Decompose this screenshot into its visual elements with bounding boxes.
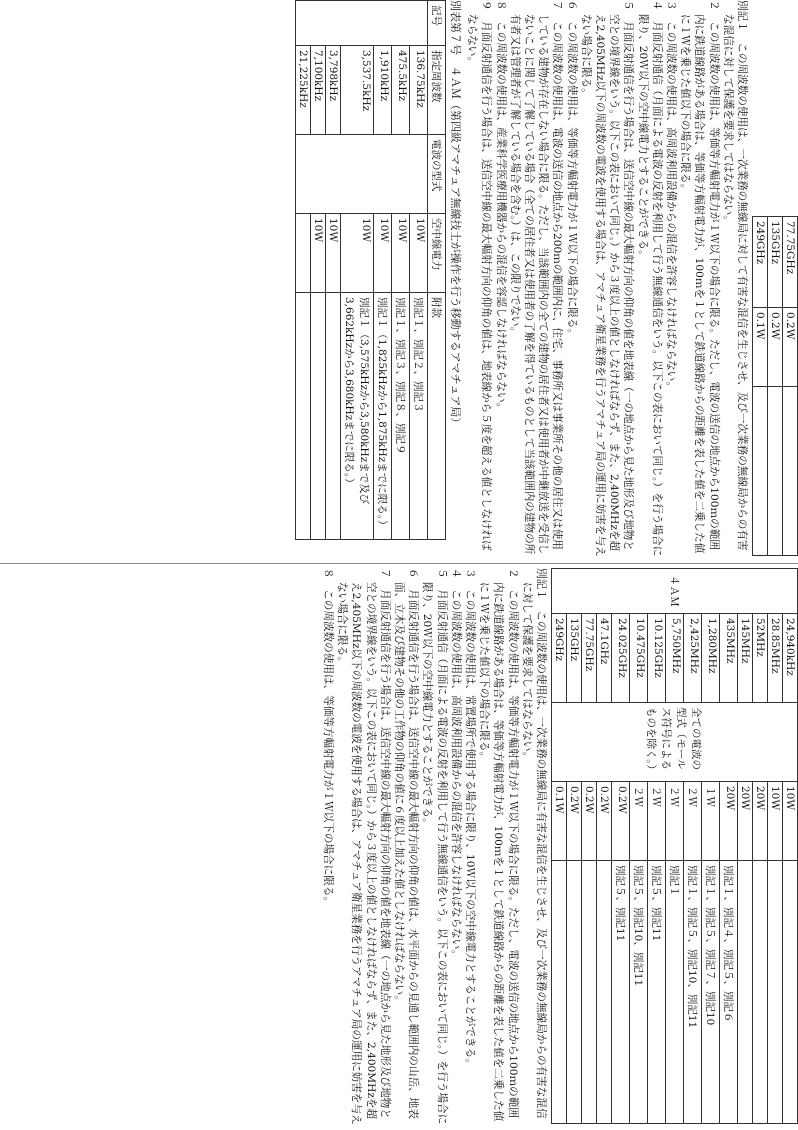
header-emission-type: 電波の型式 [427, 135, 445, 214]
table-row [666, 569, 684, 1124]
notes-cell [768, 861, 783, 1124]
frequency-cell: 3,537.5kHz [340, 46, 373, 135]
frequency-cell: 145MHz [738, 614, 753, 703]
notes-cell: 別記１（3,575kHzから3,580kHzまで及び3,662kHzから3,680kHzまでに限る。） [340, 293, 373, 540]
lower-notes [321, 568, 548, 1126]
note-item: 別記１ この周波数の使用は、一次業務の無線局に有害な混信を生じさせ、及び一次業務の無線局からの有害な混信に対して保護を要求してはならない。 [520, 568, 547, 1119]
note-item: ４ 月面反射通信（月面による電波の反射を利用して行う無線通信をいう。以下この表において同じ。）を行う場合に限り、20Ｗ以下の空中線電力とすることができる。 [636, 0, 663, 557]
frequency-cell: 10.475GHz [630, 614, 648, 703]
emission-type-cell: 全ての電波の型式（モールス符号によるものを除く。） [552, 703, 798, 782]
note-item: ６ 月面反射通信を行う場合は、送信空中線の最大輻射方向の仰角の値は、水平面からの見通し範囲内の山岳、地表面、立木及び建物その他の工作物の仰角の値に６度以上加えた値としなければならない。 [392, 568, 420, 1119]
note-item: ７ この周波数の使用は、電波の送信の地点から200ｍの範囲内に、住宅、事務所又は事業所その他の居住又は使用している建物が存在しない場合に限る。ただし、当該範囲内の全ての建物の居住者又は使用者が中継放送を受信しないことに関して了解している場合（全ての居住者又は使用者の了解を得ているものとして当該範囲内の建物の所有者又は管理者が了解している場合を含む。）は、この限りでない。 [508, 0, 564, 555]
notes-cell [582, 861, 597, 1124]
note-item: 別記１ この周波数の使用は、一次業務の無線局に対して有害な混信を生じさせ、及び一次業務の無線局からの有害な混信に対して保護を要求してはならない。 [721, 0, 748, 551]
frequency-cell: 475.5kHz [391, 46, 409, 135]
table-row [720, 569, 738, 1124]
frequency-cell: 435MHz [720, 614, 738, 703]
table-row [391, 1, 409, 540]
upper-half [0, 0, 798, 560]
notes-cell: 別記５、別記11 [648, 861, 666, 1124]
emission-type-cell [295, 135, 427, 214]
frequency-cell: 77.75GHz [582, 614, 597, 703]
notes-cell: 別記１、別記４、別記５、別記６ [720, 861, 738, 1124]
notes-cell: 別記１ [666, 861, 684, 1124]
notes-cell [753, 387, 768, 556]
power-cell: 0.2W [783, 308, 798, 387]
notes-cell [325, 293, 340, 540]
upper-notes [465, 0, 749, 560]
table-4am-continued [551, 568, 798, 1124]
table-row [702, 569, 720, 1124]
table-row [768, 217, 783, 556]
notes-cell [783, 861, 798, 1124]
table-row [753, 217, 768, 556]
page-divider [0, 563, 798, 564]
frequency-cell: 3,798kHz [325, 46, 340, 135]
table-row [567, 569, 582, 1124]
power-cell: 0.2W [597, 782, 612, 861]
notes-cell [567, 861, 582, 1124]
table-row [325, 1, 340, 540]
notes-cell [738, 861, 753, 1124]
notes-cell: 別記１、別記２、別記３ [409, 293, 427, 540]
frequency-cell: 1,910kHz [373, 46, 391, 135]
notes-cell [783, 387, 798, 556]
notes-cell [310, 293, 325, 540]
frequency-cell: 7,100kHz [310, 46, 325, 135]
power-cell: 10W [783, 782, 798, 861]
table-row [597, 569, 612, 1124]
notes-cell: 別記１（1,825kHzから1,875kHzまでに限る。） [373, 293, 391, 540]
note-item: ８ この周波数の使用は、産業科学医療用機器からの混信を容認しなければならない。 [494, 0, 507, 414]
power-cell: 20W [753, 782, 768, 861]
frequency-cell: 2,425MHz [684, 614, 702, 703]
note-item: ７ 月面反射通信を行う場合は、送信空中線の最大輻射方向の仰角の値を地表線（一の地点から見た地形及び地物と空との境界線をいう。以下この表において同じ。）から３度以上の値としなければならず、また、2,400MHzを超え2,405MHz以下の周波数の電波を使用する場合は、アマチュア衛星業務を行うアマチュア局の運用に妨害を与えない場合に限る。 [336, 568, 391, 1125]
table-header-row [427, 1, 445, 540]
notes-cell: 別記５、別記10、別記11 [630, 861, 648, 1124]
frequency-cell: 135GHz [768, 217, 783, 308]
power-cell: 0.2W [768, 308, 783, 387]
table-row [340, 1, 373, 540]
power-cell: 10W [409, 214, 427, 293]
notes-cell: 別記１、別記３、別記８、別記９ [391, 293, 409, 540]
power-cell: 0.2W [612, 782, 630, 861]
table-row [783, 569, 798, 1124]
note-item: ５ 月面反射通信を行う場合は、送信空中線の最大輻射方向の仰角の値を地表線（一の地点から見た地形及び地物と空との境界線をいう。以下この表において同じ。）から３度以上の値としなければならず、また、2,400MHzを超え2,405MHz以下の周波数の電波を使用する場合は、アマチュア衛星業務を行うアマチュア局の運用に妨害を与えない場合に限る。 [579, 0, 635, 557]
frequency-cell: 52MHz [753, 614, 768, 703]
note-item: ９ 月面反射通信を行う場合は、送信空中線の最大輻射方向の仰角の値は、地表線から５度を超える値としなければならない。 [466, 0, 493, 551]
table-row [738, 569, 753, 1124]
table-row [684, 569, 702, 1124]
power-cell: 20W [720, 782, 738, 861]
power-cell: 10W [373, 214, 391, 293]
frequency-cell: 249GHz [753, 217, 768, 308]
table-title: 別表第７号 ４ＡＭ（第四級アマチュア無線技士が操作を行う移動するアマチュア局） [448, 0, 462, 429]
note-item: ２ この周波数の使用は、等価等方輻射電力が１Ｗ以下の場合に限る。ただし、電波の送信の地点から100ｍの範囲内に鉄道線路がある場合は、等価等方輻射電力が、100ｍを１として鉄道線路からの距離を表した値を二乗した値に１Ｗを乗じた値以下の場合に限る。 [679, 0, 720, 554]
power-cell: ２Ｗ [666, 782, 684, 861]
table-row [552, 569, 567, 1124]
notes-cell [768, 387, 783, 556]
table-row [612, 569, 630, 1124]
table-row [753, 569, 768, 1124]
power-cell: 10W [340, 214, 373, 293]
frequency-cell: 77.75GHz [783, 217, 798, 308]
lower-half [0, 568, 798, 1126]
frequency-cell: 135GHz [567, 614, 582, 703]
frequency-cell: 5,750MHz [666, 614, 684, 703]
symbol-cell: ４ＡＭ [552, 569, 798, 614]
frequency-cell: 24,940kHz [783, 614, 798, 703]
table-row [783, 217, 798, 556]
table-row [373, 1, 391, 540]
frequency-cell: 1,280MHz [702, 614, 720, 703]
frequency-cell: 24.025GHz [612, 614, 630, 703]
header-symbol: 記号 [427, 1, 445, 46]
note-item: ６ この周波数の使用は、等価等方輻射電力が１Ｗ以下の場合に限る。 [565, 0, 578, 339]
notes-cell [597, 861, 612, 1124]
frequency-cell: 249GHz [552, 614, 567, 703]
note-item: ５ 月面反射通信（月面による電波の反射を利用して行う無線通信をいう。以下この表において同じ。）を行う場合に限り、20Ｗ以下の空中線電力とすることができる。 [421, 568, 448, 1125]
table-row [768, 569, 783, 1124]
power-cell: １Ｗ [702, 782, 720, 861]
power-cell: 0.1W [753, 308, 768, 387]
note-item: ４ この周波数の使用は、高周波利用設備からの混信を許容しなければならない。 [449, 568, 462, 960]
note-item: ８ この周波数の使用は、等価等方輻射電力が１Ｗ以下の場合に限る。 [321, 568, 334, 907]
frequency-cell: 28.85MHz [768, 614, 783, 703]
note-item: ２ この周波数の使用は、等価等方輻射電力が１Ｗ以下の場合に限る。ただし、電波の送信の地点から100ｍの範囲内に鉄道線路がある場合は、等価等方輻射電力が、100ｍを１として鉄道線路からの距離を表した値を二乗した値に１Ｗを乗じた値以下の場合に限る。 [478, 568, 519, 1122]
notes-cell [295, 293, 310, 540]
power-cell: 10W [310, 214, 325, 293]
frequency-cell: 136.75kHz [409, 46, 427, 135]
note-item: ３ この周波数の使用は、常置場所で使用する場合に限り、10Ｗ以下の空中線電力とすることができる。 [463, 568, 476, 1069]
symbol-cell [295, 1, 427, 46]
note-item: ３ この周波数の使用は、高周波利用設備からの混信を許容しなければならない。 [664, 0, 677, 392]
power-cell: 10W [325, 214, 340, 293]
notes-cell: 別記５、別記11 [612, 861, 630, 1124]
header-frequency: 指定周波数 [427, 46, 445, 135]
power-cell: 20W [738, 782, 753, 861]
header-notes: 附款 [427, 293, 445, 540]
power-cell: ２Ｗ [648, 782, 666, 861]
header-power: 空中線電力 [427, 214, 445, 293]
table-row [409, 1, 427, 540]
frequency-cell: 21,225kHz [295, 46, 310, 135]
power-cell [295, 214, 310, 293]
frequency-cell: 10.125GHz [648, 614, 666, 703]
table-row [295, 1, 310, 540]
table-4am [295, 0, 446, 540]
continued-frequency-table [752, 216, 798, 556]
notes-cell [552, 861, 567, 1124]
power-cell: 0.1W [552, 782, 567, 861]
power-cell: ２Ｗ [630, 782, 648, 861]
power-cell: 0.2W [582, 782, 597, 861]
power-cell: 10W [391, 214, 409, 293]
table-row [648, 569, 666, 1124]
frequency-cell: 47.1GHz [597, 614, 612, 703]
power-cell: 10W [768, 782, 783, 861]
table-row [310, 1, 325, 540]
power-cell: ２Ｗ [684, 782, 702, 861]
notes-cell: 別記１、別記５、別記７、別記10 [702, 861, 720, 1124]
notes-cell [753, 861, 768, 1124]
table-row [630, 569, 648, 1124]
table-row [582, 569, 597, 1124]
notes-cell: 別記１、別記５、別記10、別記11 [684, 861, 702, 1124]
power-cell: 0.2W [567, 782, 582, 861]
